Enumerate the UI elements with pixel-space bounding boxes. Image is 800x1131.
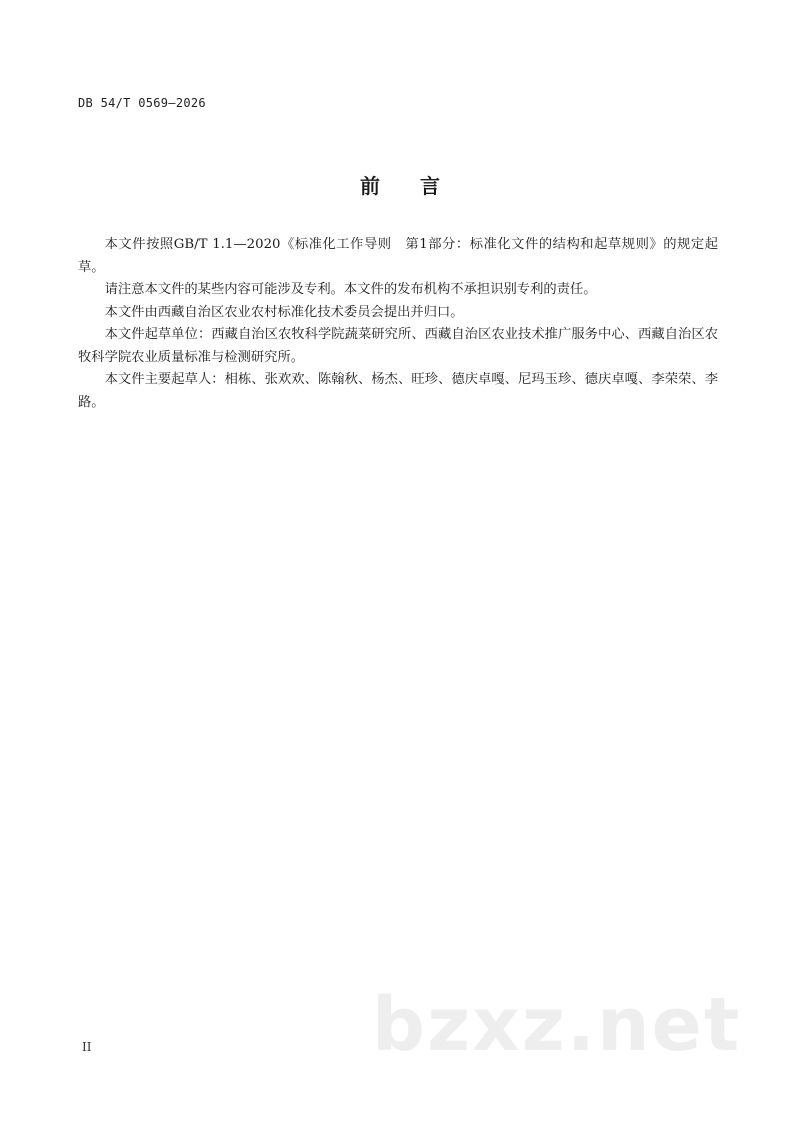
paragraph-drafters: 本文件主要起草人：相栋、张欢欢、陈翰秋、杨杰、旺珍、德庆卓嘎、尼玛玉珍、德庆卓嘎、李荣荣、李路。 (78, 372, 718, 410)
paragraph-drafting-units: 本文件起草单位：西藏自治区农牧科学院蔬菜研究所、西藏自治区农业技术推广服务中心、西藏自治区农牧科学院农业质量标准与检测研究所。 (78, 327, 718, 365)
document-code: DB 54/T 0569—2026 (78, 96, 206, 110)
foreword-body (78, 234, 718, 414)
page-number: II (82, 1040, 92, 1054)
page-title-char-1: 前 (360, 174, 380, 198)
paragraph-drafting-rules: 本文件按照GB/T 1.1—2020《标准化工作导则 第1部分：标准化文件的结构和起草规则》的规定起草。 (78, 237, 718, 275)
page-title-char-2: 言 (420, 174, 440, 198)
watermark: bzxz.net (372, 982, 742, 1068)
paragraph-patent-notice: 请注意本文件的某些内容可能涉及专利。本文件的发布机构不承担识别专利的责任。 (104, 282, 597, 297)
page-title (0, 170, 800, 199)
paragraph-proposer: 本文件由西藏自治区农业农村标准化技术委员会提出并归口。 (104, 304, 464, 320)
